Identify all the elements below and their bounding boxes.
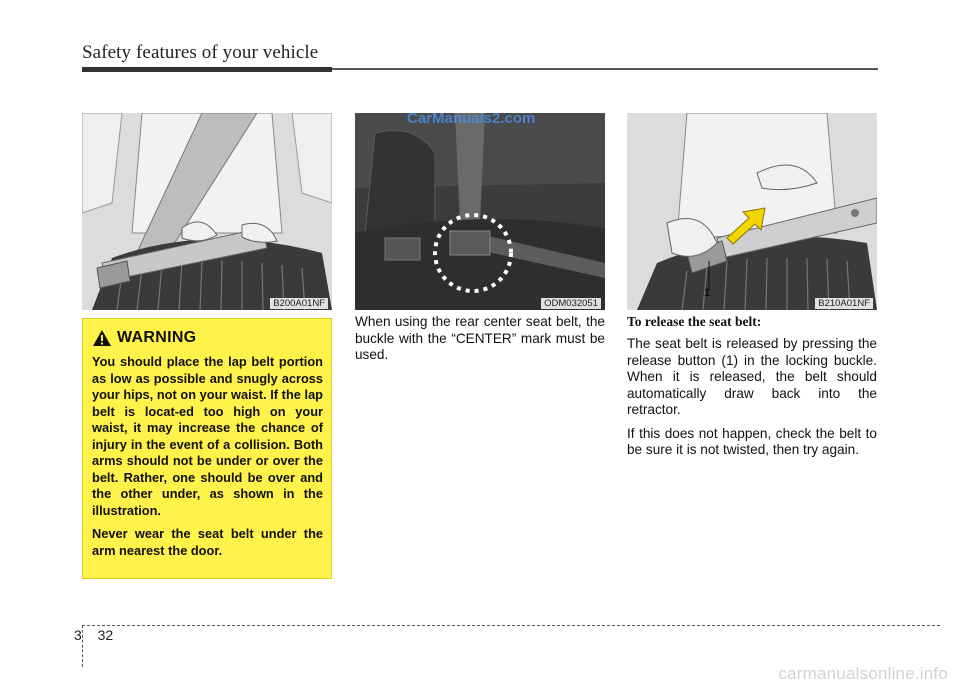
warning-header — [92, 329, 323, 347]
release-heading: To release the seat belt: — [627, 314, 762, 329]
header-rule — [82, 67, 878, 72]
lap-belt-illustration — [82, 113, 332, 310]
warning-paragraph: You should place the lap belt portion as low as possible and snugly across your hips, not on your waist. If the lap belt is locat-ed too high on your waist, it may increase the chance of injury in the event of a collision. Both arms should not be under or over the belt. Rather, one should be over and the other under, as shown in the illustration. — [92, 354, 323, 518]
release-paragraph: If this does not happen, check the belt to be sure it is not twisted, then try again. — [627, 425, 877, 457]
figure-code: B210A01NF — [815, 298, 873, 309]
center-buckle-illustration — [355, 113, 605, 310]
release-section — [627, 314, 877, 466]
release-belt-illustration — [627, 113, 877, 310]
page-in-chapter: 32 — [97, 627, 114, 643]
warning-box — [82, 318, 332, 579]
figure-code: ODM032051 — [541, 298, 601, 309]
warning-title: WARNING — [117, 329, 197, 346]
chapter-number: 3 — [74, 627, 82, 643]
callout-number: 1 — [704, 287, 711, 299]
watermark: CarManuals2.com — [407, 113, 536, 127]
release-paragraph: The seat belt is released by pressing the release button (1) in the locking buckle. When it is released, the belt should automatically draw back into the retractor. — [627, 336, 877, 417]
footer-rule — [82, 625, 940, 626]
page-number — [74, 627, 113, 643]
center-belt-text: When using the rear center seat belt, the buckle with the “CENTER” mark must be used. — [355, 314, 605, 362]
figure-lap-belt — [82, 113, 332, 310]
figure-release-belt — [627, 113, 877, 310]
page-header-title: Safety features of your vehicle — [82, 42, 319, 63]
footer-watermark: carmanualsonline.info — [778, 664, 948, 683]
warning-paragraph: Never wear the seat belt under the arm nearest the door. — [92, 526, 323, 558]
figure-code: B200A01NF — [270, 298, 328, 309]
figure-center-buckle — [355, 113, 605, 310]
warning-triangle-icon — [92, 329, 112, 347]
